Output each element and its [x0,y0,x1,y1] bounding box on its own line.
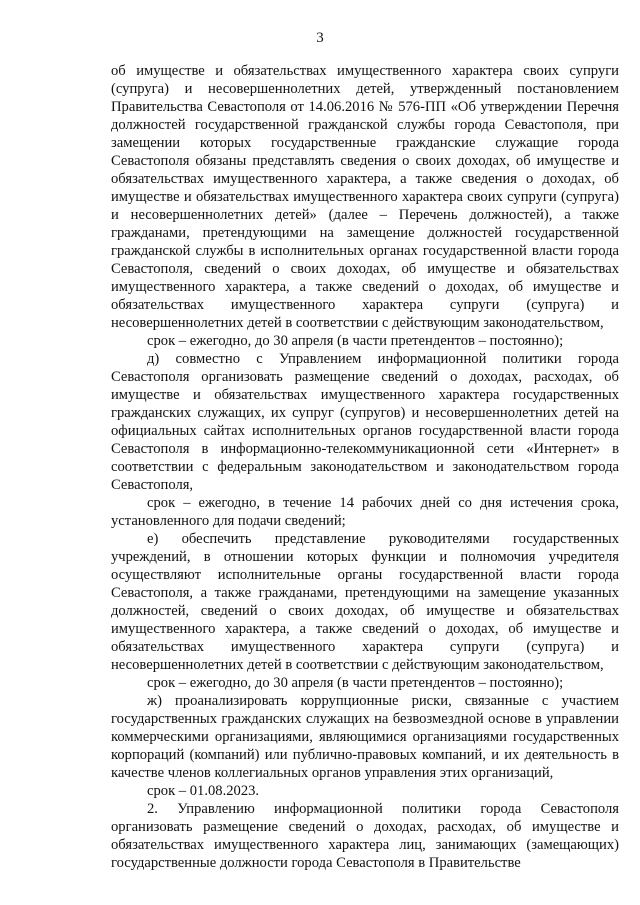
paragraph-item-zh: ж) проанализировать коррупционные риски, связанные с участием государственных гражданских служащих на безвозмездной основе в управлении коммерческими организациями, являющимися организациями государственных корпораций (компаний) или публично-правовых компаний, и их деятельность в качестве членов коллегиальных органов управления этих организаций, [111,693,619,781]
page-number: 3 [316,30,324,46]
paragraph-deadline: срок – ежегодно, до 30 апреля (в части претендентов – постоянно); [147,333,564,349]
document-body [111,62,619,872]
paragraph-item-2: 2. Управлению информационной политики города Севастополя организовать размещение сведений о доходах, расходах, об имуществе и обязательствах имущественного характера лиц, занимающих (замещающих) государственные должности города Севастополя в Правительстве [111,801,619,871]
paragraph-item-e: е) обеспечить представление руководителями государственных учреждений, в отношении которых функции и полномочия учредителя осуществляют исполнительные органы государственной власти города Севастополя, а также гражданами, претендующими на замещение указанных должностей, сведений о своих доходах, об имуществе и обязательствах имущественного характера, а также сведений о доходах, об имуществе и обязательствах имущественного характера супруги (супруга) и несовершеннолетних детей в соответствии с действующим законодательством, [111,531,619,673]
paragraph-deadline: срок – ежегодно, до 30 апреля (в части претендентов – постоянно); [147,675,564,691]
paragraph-continuation: об имуществе и обязательствах имущественного характера своих супруги (супруга) и несовершеннолетних детей, утвержденный постановлением Правительства Севастополя от 14.06.2016 № 576-ПП «Об утверждении Перечня должностей государственной гражданской службы города Севастополя, при замещении которых государственные гражданские служащие города Севастополя обязаны представлять сведения о своих доходах, об имуществе и обязательствах имущественного характера, а также сведения о доходах, об имуществе и обязательствах имущественного характера своих супруги (супруга) и несовершеннолетних детей» (далее – Перечень должностей), а также гражданами, претендующими на замещение должностей государственной гражданской службы в исполнительных органах государственной власти города Севастополя, сведений о своих доходах, об имуществе и обязательствах имущественного характера, а также сведений о доходах, об имуществе и обязательствах имущественного характера супруги (супруга) и несовершеннолетних детей в соответствии с действующим законодательством, [111,63,619,331]
paragraph-item-d: д) совместно с Управлением информационной политики города Севастополя организовать размещение сведений о доходах, расходах, об имуществе и обязательствах имущественного характера государственных гражданских служащих, их супруг (супругов) и несовершеннолетних детей на официальных сайтах исполнительных органов государственной власти города Севастополя в информационно-телекоммуникационной сети «Интернет» в соответствии с федеральным законодательством и законодательством города Севастополя, [111,351,619,493]
paragraph-deadline: срок – 01.08.2023. [147,783,260,799]
paragraph-deadline: срок – ежегодно, в течение 14 рабочих дней со дня истечения срока, установленного для подачи сведений; [111,495,619,529]
